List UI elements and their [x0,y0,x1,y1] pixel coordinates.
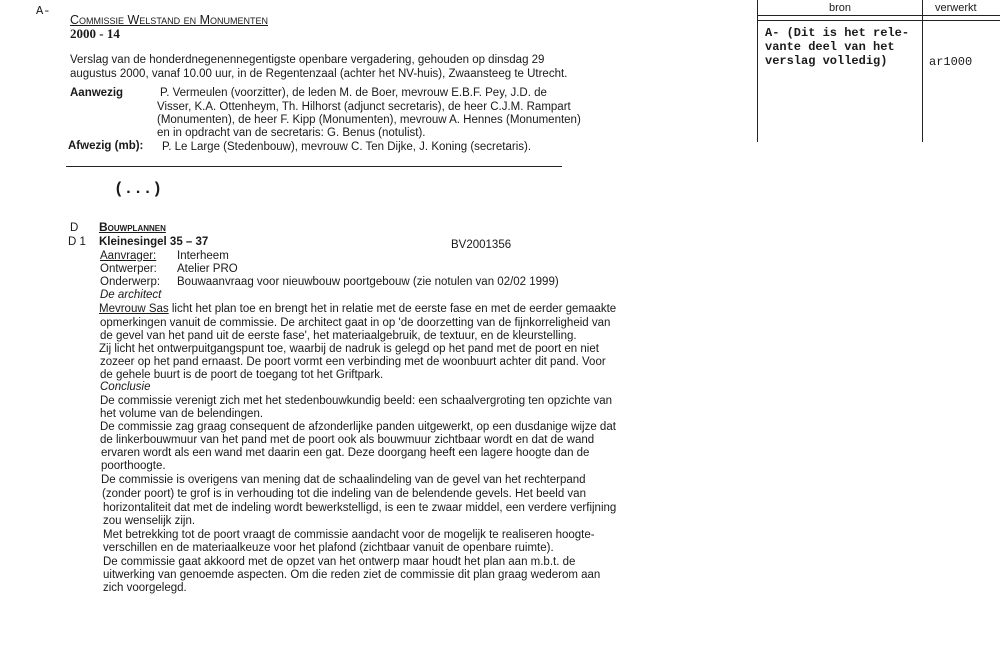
architect-line: zozeer op het pand ernaast. De poort vormt een verbinding met de woonbuurt achter dit pand. Voor [100,356,606,368]
case-number: BV2001356 [451,239,512,251]
verwerkt-value: ar1000 [929,55,973,69]
conclusion-line: zich voorgelegd. [103,582,187,594]
bron-line: verslag volledig) [765,54,888,68]
col-header-bron: bron [829,2,852,14]
field-label: Ontwerper: [100,263,157,275]
architect-line-rest: licht het plan toe en brengt het in relatie met de eerste fase en met de eerder gemaakte [168,303,617,315]
report-line: augustus 2000, vanaf 10.00 uur, in de Regentenzaal (achter het NV-huis), Zwaansteeg te Utrecht. [70,68,568,80]
absent-label: Afwezig (mb): [68,140,144,152]
conclusion-line: poorthoogte. [101,460,166,472]
conclusion-line: de linkerbouwmuur van het pand met de poort ook als bouwmuur zichtbaar wordt en dat de wand [100,434,595,446]
margin-mark: A- [36,4,51,18]
absent-line: P. Le Large (Stedenbouw), mevrouw C. Ten Dijke, J. Koning (secretaris). [162,141,532,153]
present-line: P. Vermeulen (voorzitter), de leden M. de Boer, mevrouw E.B.F. Pey, J.D. de [160,87,547,99]
conclusion-line: zou wenselijk zijn. [103,515,196,527]
present-line: (Monumenten), de heer F. Kipp (Monumenten), mevrouw A. Hennes (Monumenten) [157,114,581,126]
present-line: en in opdracht van de secretaris: G. Benus (notulist). [157,127,426,139]
field-value: Atelier PRO [177,263,238,275]
conclusion-line: verschillen en de materiaalkeuze voor het plafond (zichtbaar vanuit de openbare ruimte). [103,542,554,554]
table-mid-rule [922,0,923,142]
architect-heading: De architect [100,289,162,301]
meeting-number: 2000 - 14 [70,26,120,41]
conclusion-line: De commissie zag graag consequent de afzonderlijke panden uitgewerkt, op een dusdanige wijze dat [100,421,616,433]
item-number: D 1 [68,236,86,248]
report-line: Verslag van de honderdnegenennegentigste openbare vergadering, gehouden op dinsdag 29 [70,54,545,66]
present-label: Aanwezig [70,87,124,99]
conclusion-line: ervaren wordt als een wand met daarin een gat. Deze doorgang heeft een lagere hoogte dan de [101,447,590,459]
col-header-verwerkt: verwerkt [935,2,977,14]
item-title: Kleinesingel 35 – 37 [99,236,209,248]
bron-line: vante deel van het [765,40,895,54]
section-letter: D [70,222,79,234]
architect-line: Zij licht het ontwerpuitgangspunt toe, waarbij de nadruk is gelegd op het pand met de poort en niet [99,343,599,355]
conclusion-line: De commissie gaat akkoord met de opzet van het ontwerp maar houdt het plan aan m.b.t. de [103,556,576,568]
commission-title: Commissie Welstand en Monumenten [70,13,269,27]
divider-line [66,166,562,167]
architect-line: de gehele buurt is de poort de toegang tot het Griftpark. [100,369,384,381]
conclusion-line: Met betrekking tot de poort vraagt de commissie aandacht voor de mogelijk te realiseren hoogte- [103,529,595,541]
architect-line: opmerkingen vanuit de commissie. De architect gaat in op 'de doorzetting van de fijnkorreligheid van [100,317,611,329]
table-header-rule [757,20,1000,21]
field-label: Aanvrager: [100,250,157,262]
section-title: Bouwplannen [99,220,166,234]
field-value: Bouwaanvraag voor nieuwbouw poortgebouw (zie notulen van 02/02 1999) [177,276,559,288]
bron-line: A- (Dit is het rele- [765,26,910,40]
field-value: Interheem [177,250,229,262]
architect-first-line [99,302,616,317]
conclusion-heading: Conclusie [100,381,151,393]
speaker-name: Mevrouw Sas [99,303,169,315]
table-left-rule [757,0,758,142]
ellipsis: (...) [114,180,163,198]
present-line: Visser, K.A. Ottenheym, Th. Hilhorst (adjunct secretaris), de heer C.J.M. Rampart [157,101,571,113]
conclusion-line: (zonder poort) te grof is in verhouding tot die indeling van de belendende gevels. Het beeld van [102,488,586,500]
architect-line: de gevel van het pand uit de eerste fase', het materiaalgebruik, de textuur, en de kleurstelling. [100,330,577,342]
conclusion-line: horizontaliteit dat met de indeling wordt bewerkstelligd, is een te zwaar middel, een verdere verfijning [103,502,617,514]
conclusion-line: uitwerking van genoemde aspecten. Om die reden ziet de commissie dit plan graag wederom aan [103,569,601,581]
conclusion-line: het volume van de belendingen. [100,408,264,420]
conclusion-line: De commissie verenigt zich met het stedenbouwkundig beeld: een schaalvergroting ten opzichte van [100,395,613,407]
field-label: Onderwerp: [100,276,161,288]
conclusion-line: De commissie is overigens van mening dat de schaalindeling van de gevel van het rechterpand [101,474,586,486]
